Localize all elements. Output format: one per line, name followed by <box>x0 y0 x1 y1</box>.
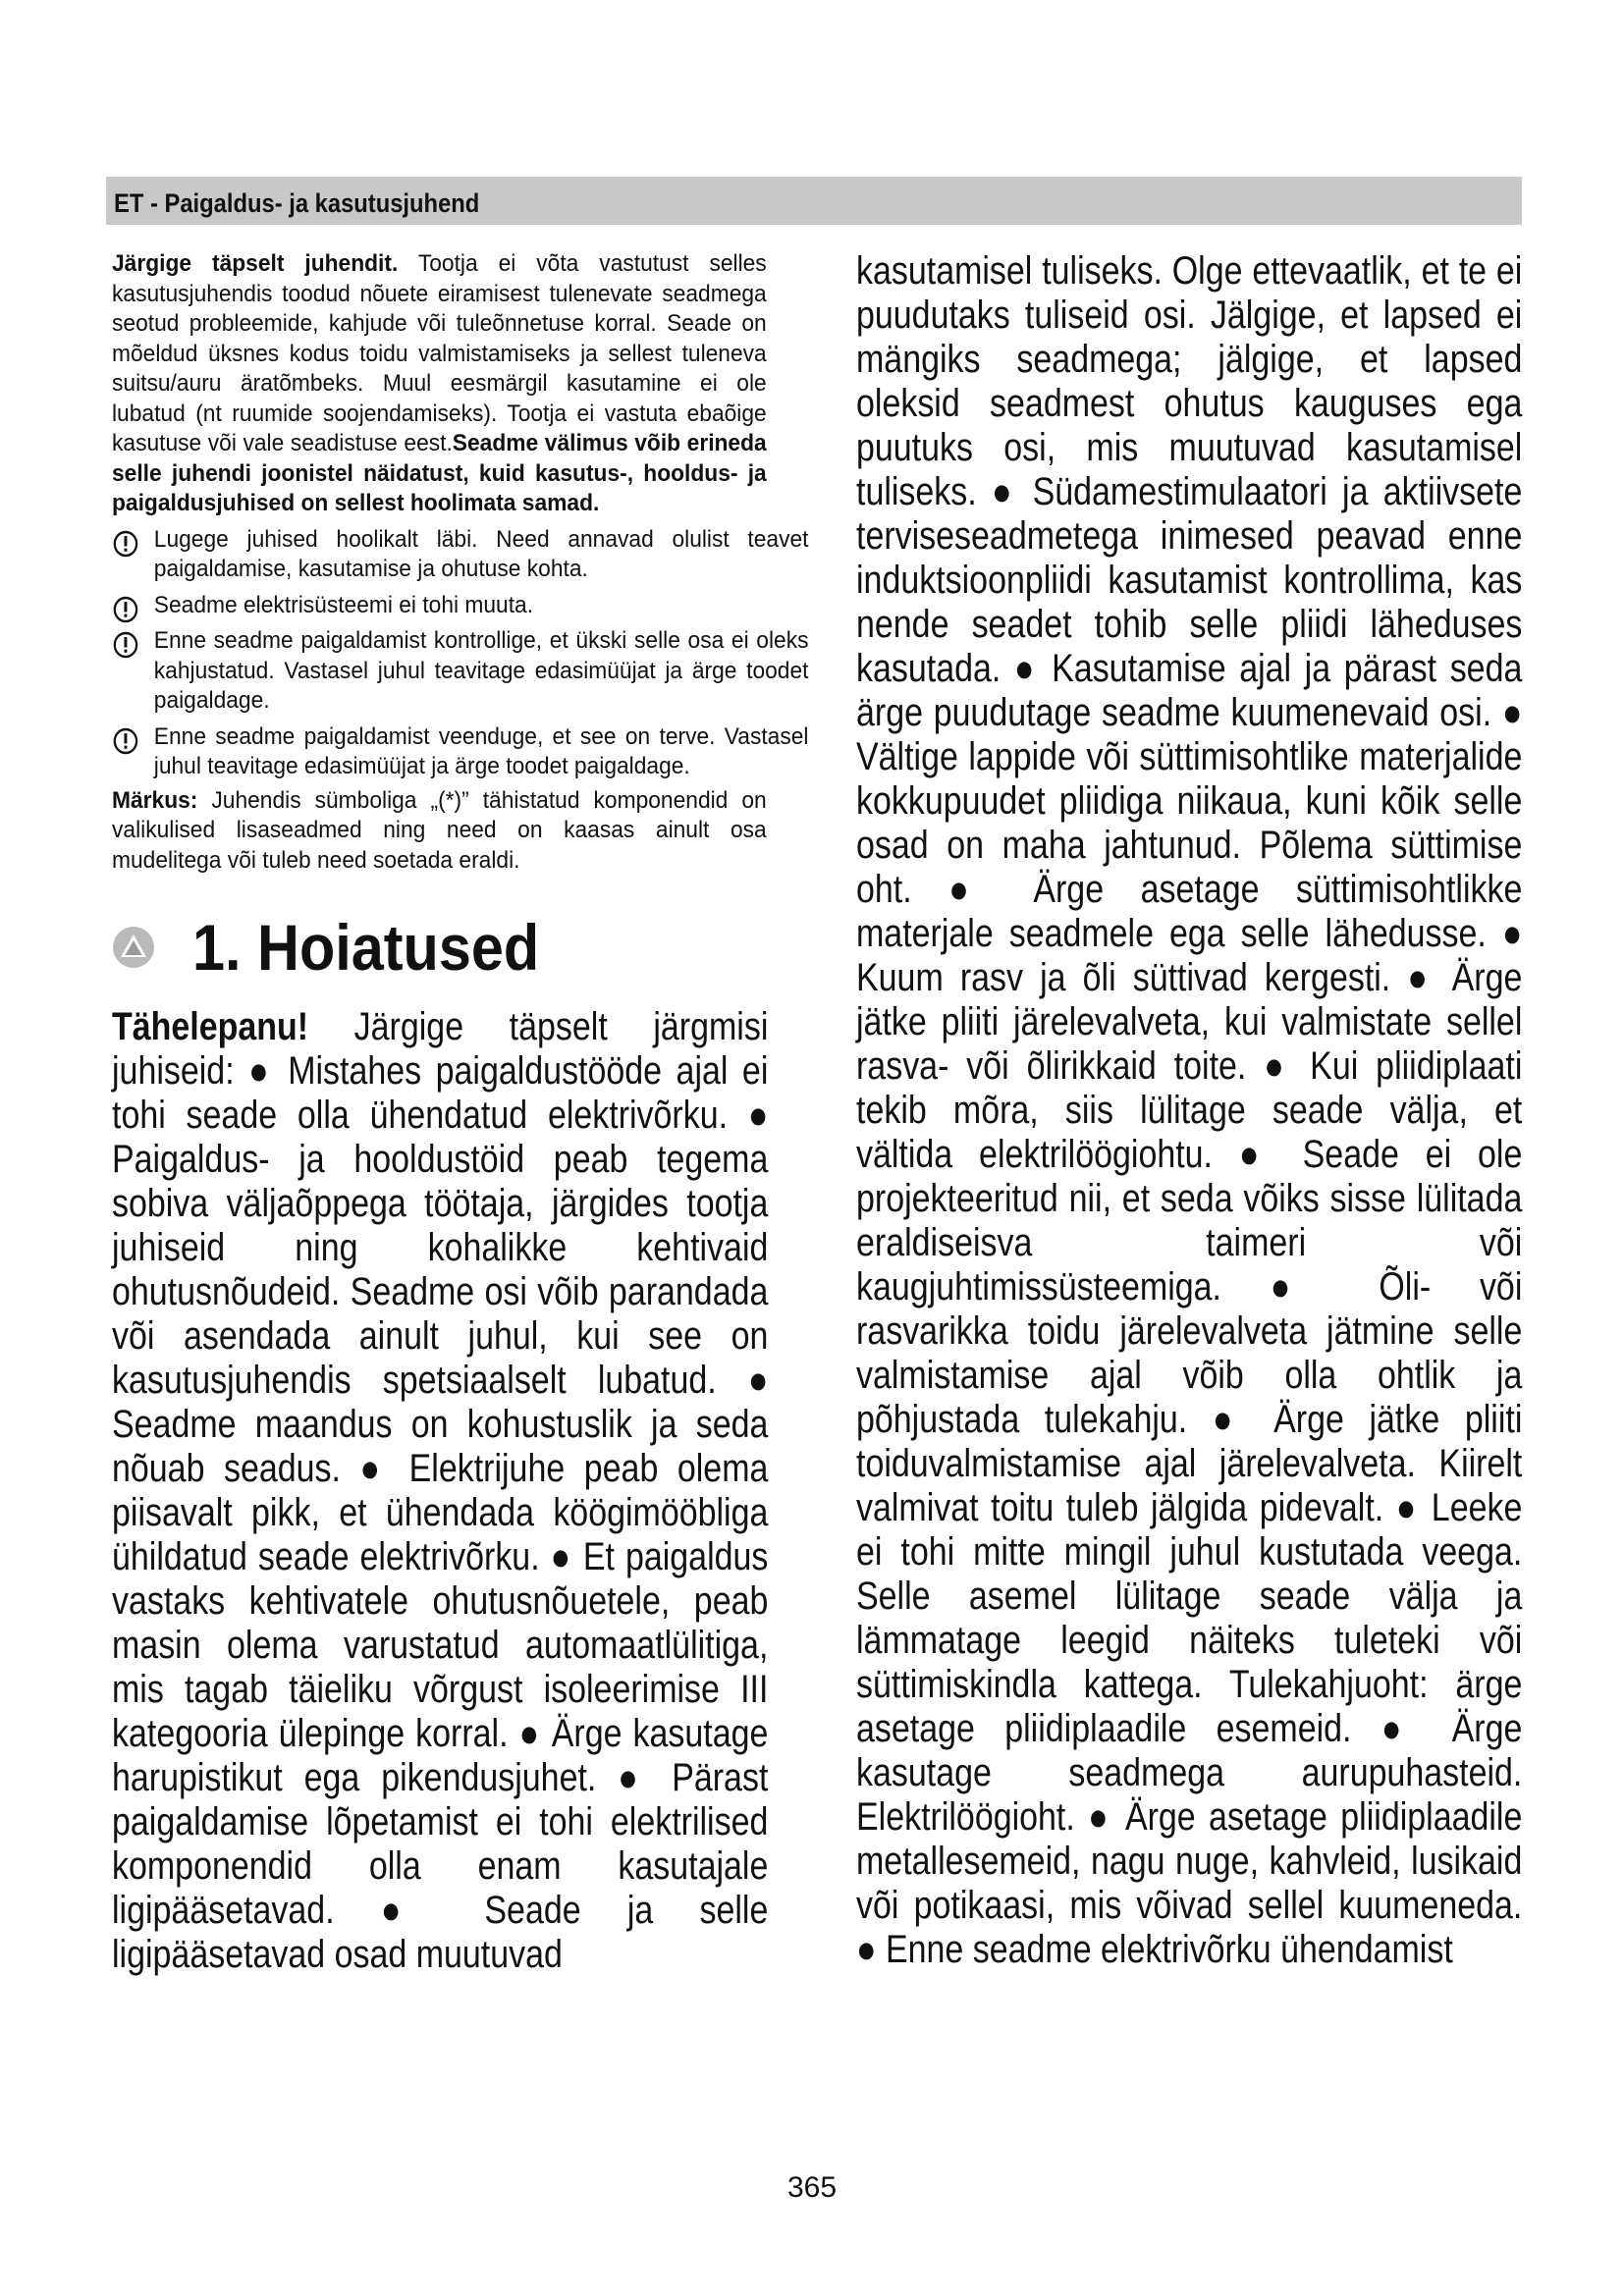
intro-lead-bold-2: Seadme välimus võib erineda selle juhendi joonistel näidatust, kuid kasutus-, hooldus- ja paigaldusjuhised on sellest hoolimata samad. <box>112 430 767 516</box>
section-header-bar <box>106 177 1522 228</box>
section-heading <box>112 913 770 982</box>
right-column <box>856 249 1524 1972</box>
attention-label: Tähelepanu! <box>112 1005 309 1048</box>
warning-item: Seadme elektrisüsteemi ei tohi muuta. <box>112 591 808 621</box>
intro-paragraph <box>112 249 767 519</box>
left-column <box>112 249 809 1977</box>
warning-item: Enne seadme paigaldamist kontrollige, et ükski selle osa ei oleks kahjustatud. Vastasel juhul teavitage edasimüüjat ja ärge toodet paigaldage. <box>112 626 808 717</box>
caution-icon <box>112 529 139 559</box>
caution-icon <box>112 630 139 660</box>
left-body-text <box>112 1005 768 1977</box>
warning-triangle-icon <box>112 926 155 969</box>
section-title: 1. Hoiatused <box>192 911 540 984</box>
warning-item: Lugege juhised hoolikalt läbi. Need annavad olulist teavet paigaldamise, kasutamise ja ohutuse kohta. <box>112 525 808 585</box>
intro-lead-text: Tootja ei võta vastutust selles kasutusjuhendis toodud nõuete eiramisest tulenevate seadmega seotud probleemide, kahjude või tuleõnnetuse korral. Seade on mõeldud üksnes kodus toidu valmistamiseks ja sellest tuleneva suitsu/auru äratõmbeks. Muul eesmärgil kasutamine ei ole lubatud (nt ruumide soojendamiseks). Tootja ei vastuta ebaõige kasutuse või vale seadistuse eest. <box>112 250 767 456</box>
left-body-content: Järgige täpselt järgmisi juhiseid: ● Mistahes paigaldustööde ajal ei tohi seade olla ühendatud elektrivõrku. ● Paigaldus- ja hooldustöid peab tegema sobiva väljaõppega töötaja, järgides tootja juhiseid ning kohalikke kehtivaid ohutusnõudeid. Seadme osi võib parandada või asendada ainult juhul, kui see on kasutusjuhendis spetsiaalselt lubatud. ● Seadme maandus on kohustuslik ja seda nõuab seadus. ● Elektrijuhe peab olema piisavalt pikk, et ühendada köögimööbliga ühildatud seade elektrivõrku. ● Et paigaldus vastaks kehtivatele ohutusnõuetele, peab masin olema varustatud automaatlülitiga, mis tagab täieliku võrgust isoleerimise III kategooria ülepinge korral. ● Ärge kasutage harupistikut ega pikendusjuhet. ● Pärast paigaldamise lõpetamist ei tohi elektrilised komponendid olla enam kasutajale ligipääsetavad. ● Seade ja selle ligipääsetavad osad muutuvad <box>112 1005 769 1976</box>
warning-item: Enne seadme paigaldamist veenduge, et see on terve. Vastasel juhul teavitage edasimüüjat ja ärge toodet paigaldage. <box>112 722 808 782</box>
note-text: Juhendis sümboliga „(*)” tähistatud komponendid on valikulised lisaseadmed ning need on kaasas ainult osa mudelitega või tuleb need soetada eraldi. <box>112 786 767 874</box>
right-body-text: kasutamisel tuliseks. Olge ettevaatlik, et te ei puudutaks tuliseid osi. Jälgige, et lapsed ei mängiks seadmega; jälgige, et lapsed oleksid seadmest ohutus kauguses ega puutuks osi, mis muutuvad kasutamisel tuliseks. ● Südamestimulaatori ja aktiivsete terviseseadmetega inimesed peavad enne induktsioonpliidi kasutamist kontrollima, kas nende seadet tohib selle pliidi läheduses kasutada. ● Kasutamise ajal ja pärast seda ärge puudutage seadme kuumenevaid osi. ● Vältige lappide või süttimisohtlike materjalide kokkupuudet pliidiga niikaua, kuni kõik selle osad on maha jahtunud. Põlema süttimise oht. ● Ärge asetage süttimisohtlikke materjale seadmele ega selle lähedusse. ● Kuum rasv ja õli süttivad kergesti. ● Ärge jätke pliiti järelevalveta, kui valmistate sellel rasva- või õlirikkaid toite. ● Kui pliidiplaati tekib mõra, siis lülitage seade välja, et vältida elektrilöögiohtu. ● Seade ei ole projekteeritud nii, et seda võiks sisse lülitada eraldiseisva taimeri või kaugjuhtimissüsteemiga. ● Õli- või rasvarikka toidu järelevalveta jätmine selle valmistamise ajal võib olla ohtlik ja põhjustada tulekahju. ● Ärge jätke pliiti toiduvalmistamise ajal järelevalveta. Kiirelt valmivat toitu tuleb jälgida pidevalt. ● Leeke ei tohi mitte mingil juhul kustutada veega. Selle asemel lülitage seade välja ja lämmatage leegid näiteks tuleteki või süttimiskindla kattega. Tulekahjuoht: ärge asetage pliidiplaadile esemeid. ● Ärge kasutage seadmega aurupuhasteid. Elektrilöögioht. ● Ärge asetage pliidiplaadile metallesemeid, nagu nuge, kahvleid, lusikaid või potikaasi, mis võivad sellel kuumeneda. ● Enne seadme elektrivõrku ühendamist <box>856 249 1523 1971</box>
header-title: ET - Paigaldus- ja kasutusjuhend <box>114 188 480 218</box>
caution-icon <box>112 595 139 624</box>
caution-icon <box>112 726 139 756</box>
note-label: Märkus: <box>112 786 198 814</box>
page-number: 365 <box>786 2171 838 2204</box>
intro-lead-bold: Järgige täpselt juhendit. <box>112 250 399 277</box>
note-paragraph <box>112 786 767 877</box>
